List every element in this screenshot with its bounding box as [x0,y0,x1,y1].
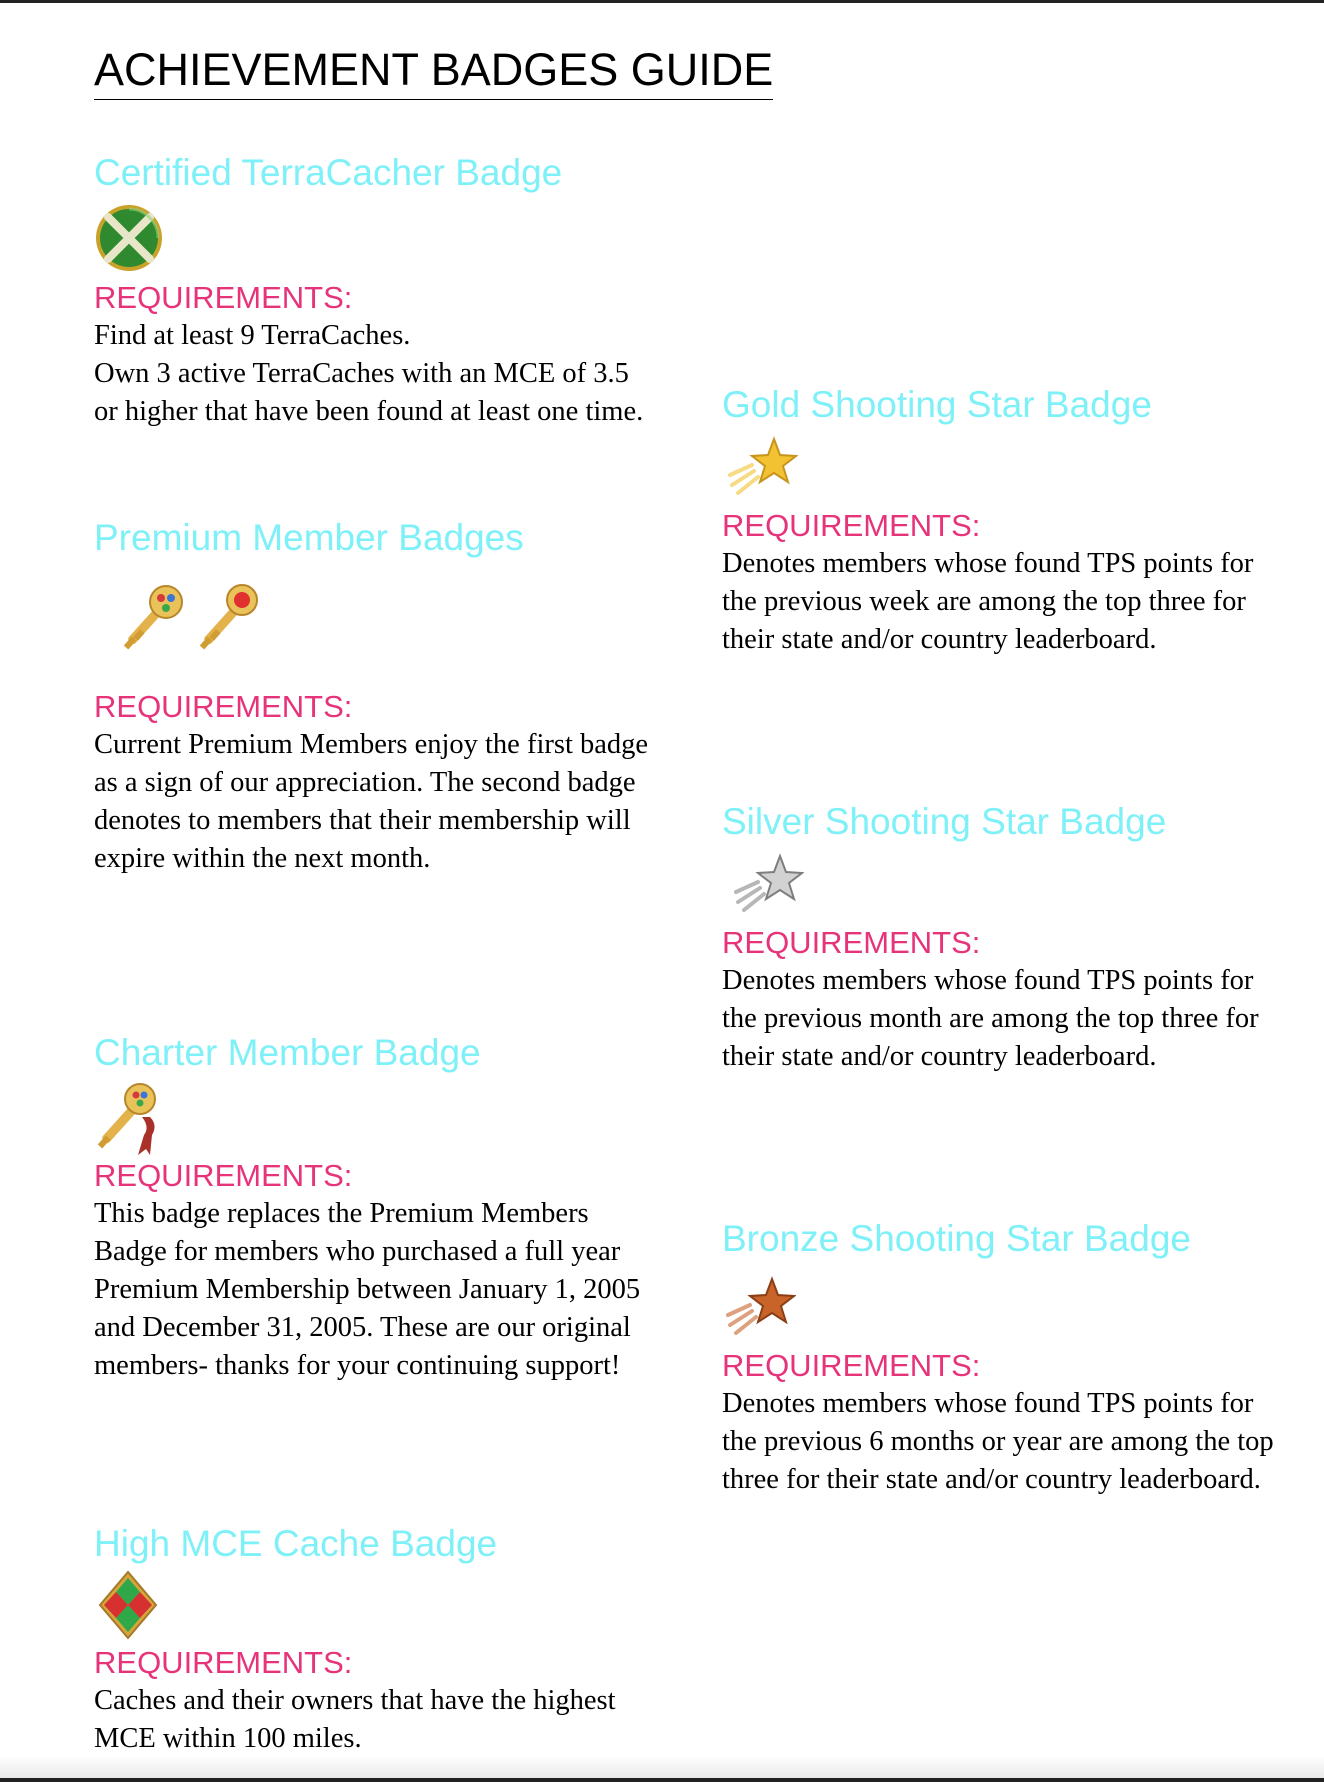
page-bottom-edge [0,1756,1324,1778]
gold-shooting-star-section [722,383,1282,659]
premium-member-section [94,516,654,878]
bronze-shooting-star-section [722,1217,1282,1499]
badge-heading: Silver Shooting Star Badge [722,801,1167,842]
requirements-label: REQUIREMENTS: [94,689,353,724]
ribbon-key-icon [94,1079,654,1157]
badge-requirements-text: Caches and their owners that have the highest MCE within 100 miles. [94,1685,616,1754]
badge-heading: Charter Member Badge [94,1032,481,1073]
jeweled-key-icon [114,580,188,660]
gold-shooting-star-icon [728,435,1282,501]
green-x-medal-icon [94,203,654,273]
badge-requirements-text: This badge replaces the Premium Members Badge for members who purchased a full year Premium Membership between January 1, 2005 and December 31, 2005. These are our original members- thanks for your continuing support! [94,1198,641,1381]
requirements-label: REQUIREMENTS: [94,280,353,315]
silver-shooting-star-icon [734,852,1282,918]
certified-terracacher-section [94,151,654,431]
requirements-label: REQUIREMENTS: [722,508,981,543]
badge-requirements-text: Denotes members whose found TPS points for the previous 6 months or year are among the top three for their state and/or country leaderboard. [722,1388,1274,1495]
badge-requirements-text: Find at least 9 TerraCaches. Own 3 active TerraCaches with an MCE of 3.5 or higher that have been found at least one time. [94,320,644,427]
charter-member-section [94,1031,654,1385]
high-mce-section [94,1522,654,1758]
badge-requirements-text: Denotes members whose found TPS points for the previous week are among the top three for their state and/or country leaderboard. [722,548,1254,655]
silver-shooting-star-section [722,800,1282,1076]
requirements-label: REQUIREMENTS: [94,1158,353,1193]
badge-heading: Certified TerraCacher Badge [94,152,563,193]
badge-heading: High MCE Cache Badge [94,1523,498,1564]
bronze-shooting-star-icon [726,1275,1282,1341]
page-title: ACHIEVEMENT BADGES GUIDE [94,43,773,100]
badge-heading: Premium Member Badges [94,517,524,558]
ruby-key-icon [190,580,264,660]
badge-heading: Gold Shooting Star Badge [722,384,1152,425]
requirements-label: REQUIREMENTS: [722,1348,981,1383]
badge-requirements-text: Denotes members whose found TPS points for the previous month are among the top three for their state and/or country leaderboard. [722,965,1259,1072]
requirements-label: REQUIREMENTS: [722,925,981,960]
badge-heading: Bronze Shooting Star Badge [722,1218,1191,1259]
badge-requirements-text: Current Premium Members enjoy the first badge as a sign of our appreciation. The second badge denotes to members that their membership will expire within the next month. [94,729,649,874]
requirements-label: REQUIREMENTS: [94,1645,353,1680]
diamond-gem-icon [98,1570,654,1644]
